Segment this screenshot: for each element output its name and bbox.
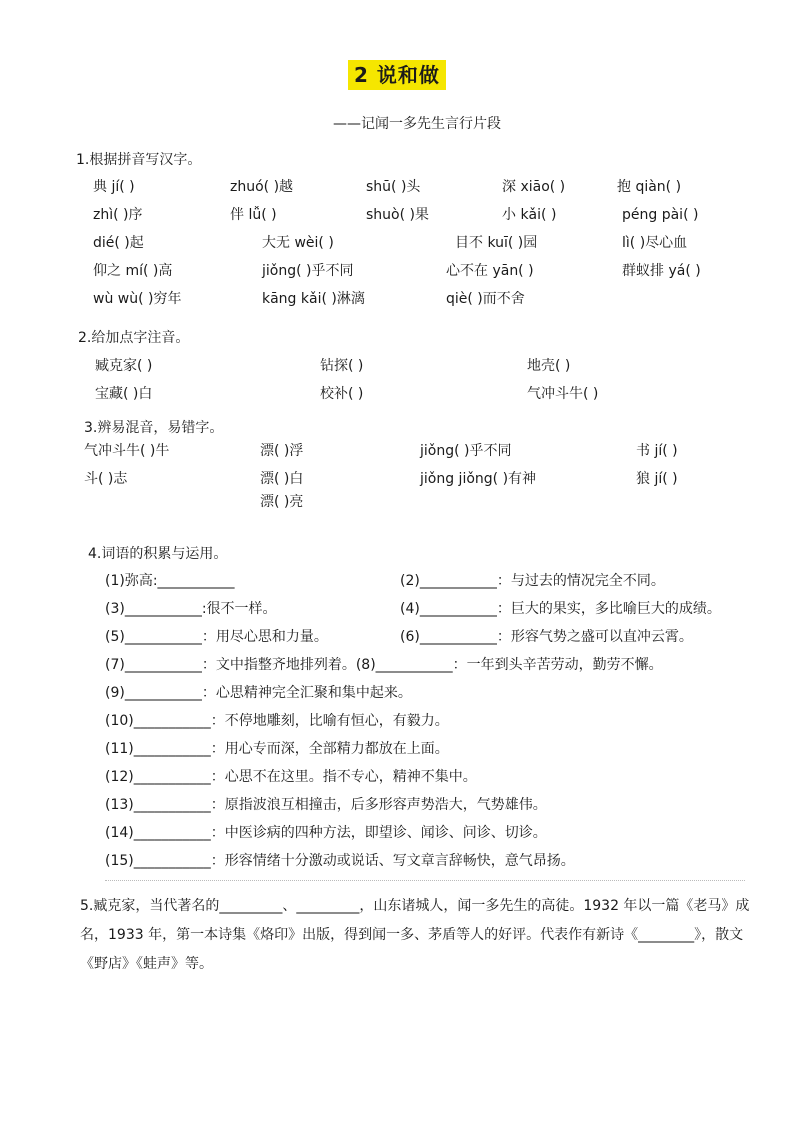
q2-item: 臧克家( ) [95,358,153,374]
q1-item: zhuó( )越 [230,179,294,195]
q4-item: (5)___________：用尽心思和力量。 [105,629,328,645]
q1-item: 目不 kuī( )园 [455,235,538,251]
q1-item: zhì( )序 [93,207,143,223]
q3-item: 漂( )白 [260,471,304,487]
q4-item: (9)___________：心思精神完全汇聚和集中起来。 [105,685,412,701]
q1-item: 小 kǎi( ) [502,207,557,223]
q3-item: jiǒng jiǒng( )有神 [420,471,537,487]
q1-heading: 1.根据拼音写汉字。 [76,152,202,168]
q3-item: 狼 jí( ) [636,471,678,487]
q2-item: 钻探( ) [320,358,364,374]
q4-item: (1)弥高:___________ [105,573,235,589]
q1-item: dié( )起 [93,235,144,251]
q4-item: (4)___________：巨大的果实，多比喻巨大的成绩。 [400,601,721,617]
q2-item: 宝藏( )白 [95,386,153,402]
q1-item: 抱 qiàn( ) [617,179,682,195]
q4-item: (6)___________：形容气势之盛可以直冲云霄。 [400,629,693,645]
q4-item: (15)___________：形容情绪十分激动或说话、写文章言辞畅快，意气昂扬。 [105,853,575,869]
q5-paragraph: 5.臧克家，当代著名的_________、_________，山东诸城人，闻一多先生的高徒。1932 年以一篇《老马》成名，1933 年，第一本诗集《烙印》出版，得到闻一多、茅盾等人的好评。代表作有新诗《________》，散文《野店》《蛙声》等。 [80,898,750,972]
q4-item: (14)___________：中医诊病的四种方法，即望诊、闻诊、问诊、切诊。 [105,825,547,841]
q3-item: 漂( )浮 [260,443,304,459]
q1-item: kāng kǎi( )淋漓 [262,291,365,307]
title-wrap [0,60,794,90]
q1-item: lì( )尽心血 [622,235,688,251]
q2-item: 气冲斗牛( ) [527,386,599,402]
q1-item: 伴 lǚ( ) [230,207,277,223]
q1-item: shū( )头 [366,179,421,195]
q2-item: 地壳( ) [527,358,571,374]
q1-item: péng pài( ) [622,207,699,223]
q1-item: 大无 wèi( ) [262,235,334,251]
q4-heading: 4.词语的积累与运用。 [88,546,228,562]
q4-item: (10)___________：不停地雕刻，比喻有恒心，有毅力。 [105,713,449,729]
q4-item: (13)___________：原指波浪互相撞击，后多形容声势浩大，气势雄伟。 [105,797,547,813]
q3-heading: 3.辨易混音，易错字。 [84,420,224,436]
q4-item: (12)___________：心思不在这里。指不专心，精神不集中。 [105,769,477,785]
q2-item: 校补( ) [320,386,364,402]
q4-item: (3)___________:很不一样。 [105,601,277,617]
q2-heading: 2.给加点字注音。 [78,330,190,346]
q4-item: (11)___________：用心专而深，全部精力都放在上面。 [105,741,449,757]
q4-item: (2)___________：与过去的情况完全不同。 [400,573,665,589]
q1-item: wù wù( )穷年 [93,291,182,307]
q3-item: 漂( )亮 [260,494,304,510]
q1-item: jiǒng( )乎不同 [262,263,354,279]
page-title: 2 说和做 [348,60,446,90]
q3-item: jiǒng( )乎不同 [420,443,512,459]
q1-item: 典 jí( ) [93,179,135,195]
q3-item: 气冲斗牛( )牛 [84,443,170,459]
q1-item: 仰之 mí( )高 [93,263,173,279]
q3-item: 书 jí( ) [636,443,678,459]
q3-item: 斗( )志 [84,471,128,487]
q1-item: shuò( )果 [366,207,429,223]
q1-item: 深 xiāo( ) [502,179,566,195]
q1-item: qiè( )而不舍 [446,291,525,307]
q1-item: 心不在 yān( ) [446,263,534,279]
q1-item: 群蚁排 yá( ) [622,263,701,279]
page-subtitle: ——记闻一多先生言行片段 [333,116,501,132]
q4-item: (7)___________：文中指整齐地排列着。(8)___________：一年到头辛苦劳动，勤劳不懈。 [105,657,663,673]
faint-divider [105,880,745,882]
